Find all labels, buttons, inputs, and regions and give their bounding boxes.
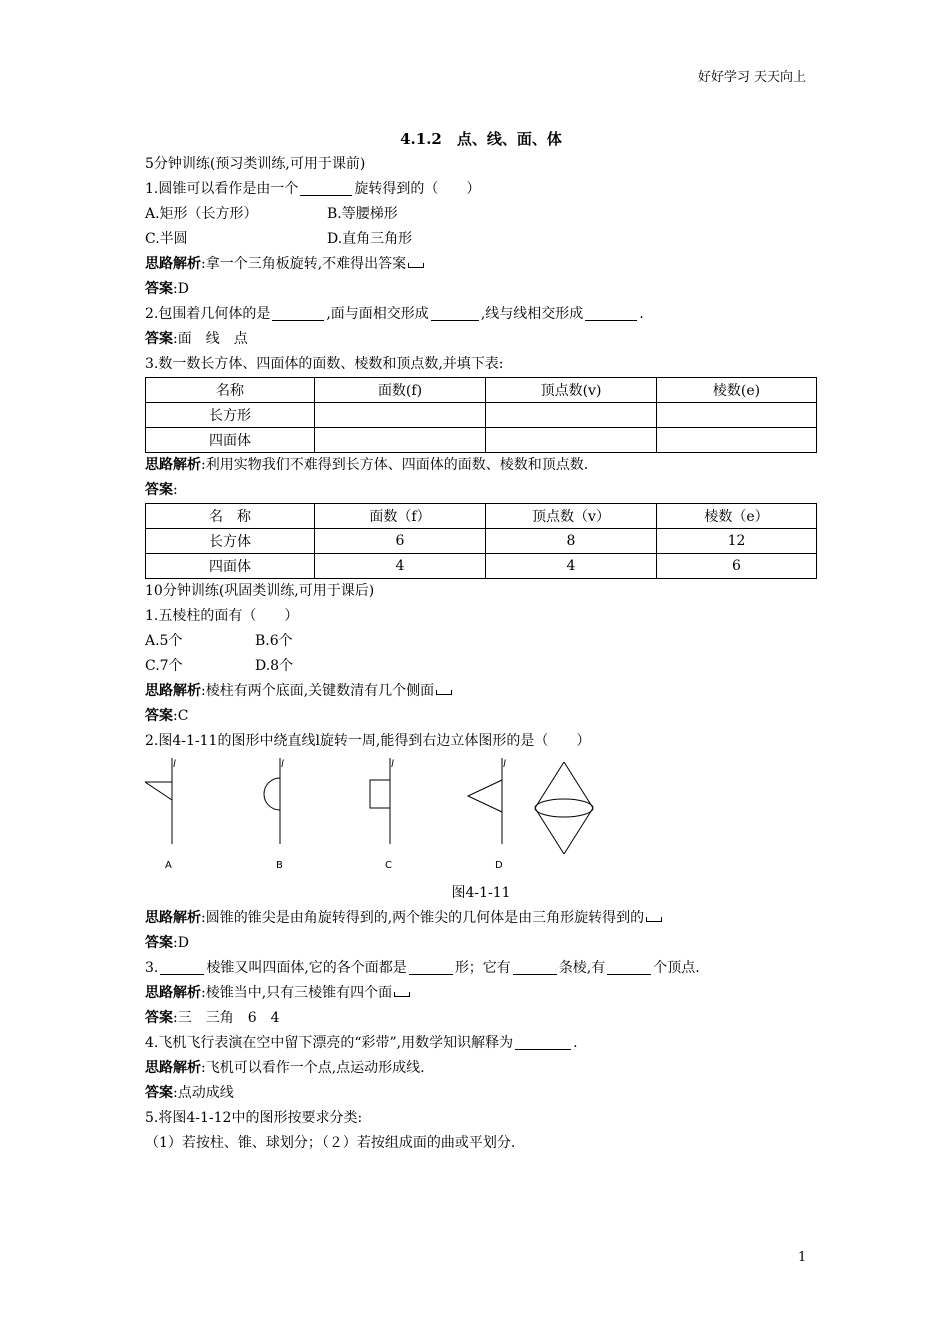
cone-base-ellipse xyxy=(535,799,593,817)
option-d: D.直角三角形 xyxy=(327,231,413,247)
figure-c-rectangle xyxy=(370,758,394,871)
triangle-shape xyxy=(145,782,172,800)
answer-blank xyxy=(409,958,453,975)
page-number: 1 xyxy=(798,1250,807,1265)
q1-options-ab xyxy=(145,202,817,227)
t1-analysis: 思路解析:棱柱有两个底面,关键数清有几个侧面 xyxy=(145,679,817,704)
t3-answer: 答案:三 三角 6 4 xyxy=(145,1010,280,1026)
period-mark xyxy=(436,690,452,695)
t5-sub: （1）若按柱、锥、球划分；（２）若按组成面的曲或平划分. xyxy=(145,1135,516,1151)
answer-blank xyxy=(585,304,637,321)
answer-blank xyxy=(272,304,324,321)
q1-options-cd xyxy=(145,227,817,252)
axis-label-text: l xyxy=(281,759,284,770)
section-five-min: 5分钟训练(预习类训练,可用于课前) xyxy=(145,156,366,172)
q2-answer: 答案:面 线 点 xyxy=(145,331,248,347)
q3-analysis: 思路解析:利用实物我们不难得到长方体、四面体的面数、棱数和顶点数. xyxy=(145,457,589,473)
document-body xyxy=(145,128,817,1156)
t4-answer: 答案:点动成线 xyxy=(145,1085,234,1101)
t3-analysis: 思路解析:棱锥当中,只有三棱锥有四个面 xyxy=(145,981,817,1006)
figure-label-b: B xyxy=(276,860,283,871)
figure-a-right-triangle xyxy=(145,758,176,871)
period-mark xyxy=(646,917,662,922)
q3-stem: 3.数一数长方体、四面体的面数、棱数和顶点数,并填下表: xyxy=(145,356,504,372)
answer-blank xyxy=(513,958,557,975)
option-c: C.半圆 xyxy=(145,231,188,247)
figure-b-semicircle xyxy=(264,758,284,871)
table-row: 四面体 xyxy=(146,428,817,453)
t5-stem: 5.将图4-1-12中的图形按要求分类: xyxy=(145,1110,363,1126)
table-header-row: 名 称 面数（f） 顶点数（v） 棱数（e） xyxy=(146,504,817,529)
option-c: C.7个 xyxy=(145,658,183,674)
q1-analysis: 思路解析:拿一个三角板旋转,不难得出答案 xyxy=(145,252,817,277)
option-b: B.等腰梯形 xyxy=(327,206,398,222)
cone-edge xyxy=(535,762,564,854)
answer-blank xyxy=(160,958,204,975)
rectangle-shape xyxy=(370,780,390,808)
t1-stem: 1.五棱柱的面有（ ） xyxy=(145,608,299,624)
t4-analysis: 思路解析:飞机可以看作一个点,点运动形成线. xyxy=(145,1060,425,1076)
answer-blank xyxy=(515,1033,571,1050)
q3-answer: 答案: xyxy=(145,482,178,498)
double-cone-solid xyxy=(535,762,593,854)
q3-answer-table xyxy=(145,503,817,579)
answer-blank xyxy=(431,304,479,321)
option-d: D.8个 xyxy=(255,658,294,674)
axis-label-text: l xyxy=(503,759,506,770)
figure-label-c: C xyxy=(385,860,392,871)
figure-label-d: D xyxy=(495,860,503,871)
period-mark xyxy=(408,263,424,268)
figure-label-a: A xyxy=(165,860,172,871)
t4-stem: 4.飞机飞行表演在空中留下漂亮的“彩带”,用数学知识解释为 . xyxy=(145,1035,578,1051)
q1-answer: 答案:D xyxy=(145,281,189,297)
header-slogan: 好好学习 天天向上 xyxy=(697,70,806,85)
figure-caption: 图4-1-11 xyxy=(451,885,511,901)
option-a: A.5个 xyxy=(145,633,183,649)
triangle-shape xyxy=(468,780,502,812)
axis-label-text: l xyxy=(391,759,394,770)
page-title: 4.1.2 点、线、面、体 xyxy=(400,130,562,148)
q2-stem: 2.包围着几何体的是 ,面与面相交形成 ,线与线相交形成 . xyxy=(145,306,644,322)
t2-analysis: 思路解析:圆锥的锥尖是由角旋转得到的,两个锥尖的几何体是由三角形旋转得到的 xyxy=(145,906,817,931)
answer-blank xyxy=(300,179,352,196)
option-b: B.6个 xyxy=(255,633,293,649)
answer-blank xyxy=(607,958,651,975)
semicircle-shape xyxy=(264,778,280,810)
axis-label-text: l xyxy=(173,759,176,770)
t1-answer: 答案:C xyxy=(145,708,189,724)
section-ten-min: 10分钟训练(巩固类训练,可用于课后) xyxy=(145,583,375,599)
period-mark xyxy=(394,992,410,997)
rotation-figure xyxy=(145,758,817,878)
t2-stem: 2.图4-1-11的图形中绕直线l旋转一周,能得到右边立体图形的是（ ） xyxy=(145,733,591,749)
table-row: 长方形 xyxy=(146,403,817,428)
figure-d-isosceles-triangle xyxy=(468,758,506,871)
figure-4-1-11 xyxy=(145,758,817,878)
t2-answer: 答案:D xyxy=(145,935,189,951)
q1-stem: 1.圆锥可以看作是由一个 旋转得到的（ ） xyxy=(145,181,481,197)
cone-edge xyxy=(564,762,593,854)
table-header-row: 名称 面数(f) 顶点数(v) 棱数(e) xyxy=(146,378,817,403)
t3-stem: 3. 棱锥又叫四面体,它的各个面都是 形；它有 条棱,有 个顶点. xyxy=(145,960,700,976)
q3-blank-table xyxy=(145,377,817,453)
t1-options-ab xyxy=(145,629,817,654)
table-row: 长方体 6 8 12 xyxy=(146,529,817,554)
option-a: A.矩形（长方形） xyxy=(145,206,258,222)
t1-options-cd xyxy=(145,654,817,679)
table-row: 四面体 4 4 6 xyxy=(146,554,817,579)
